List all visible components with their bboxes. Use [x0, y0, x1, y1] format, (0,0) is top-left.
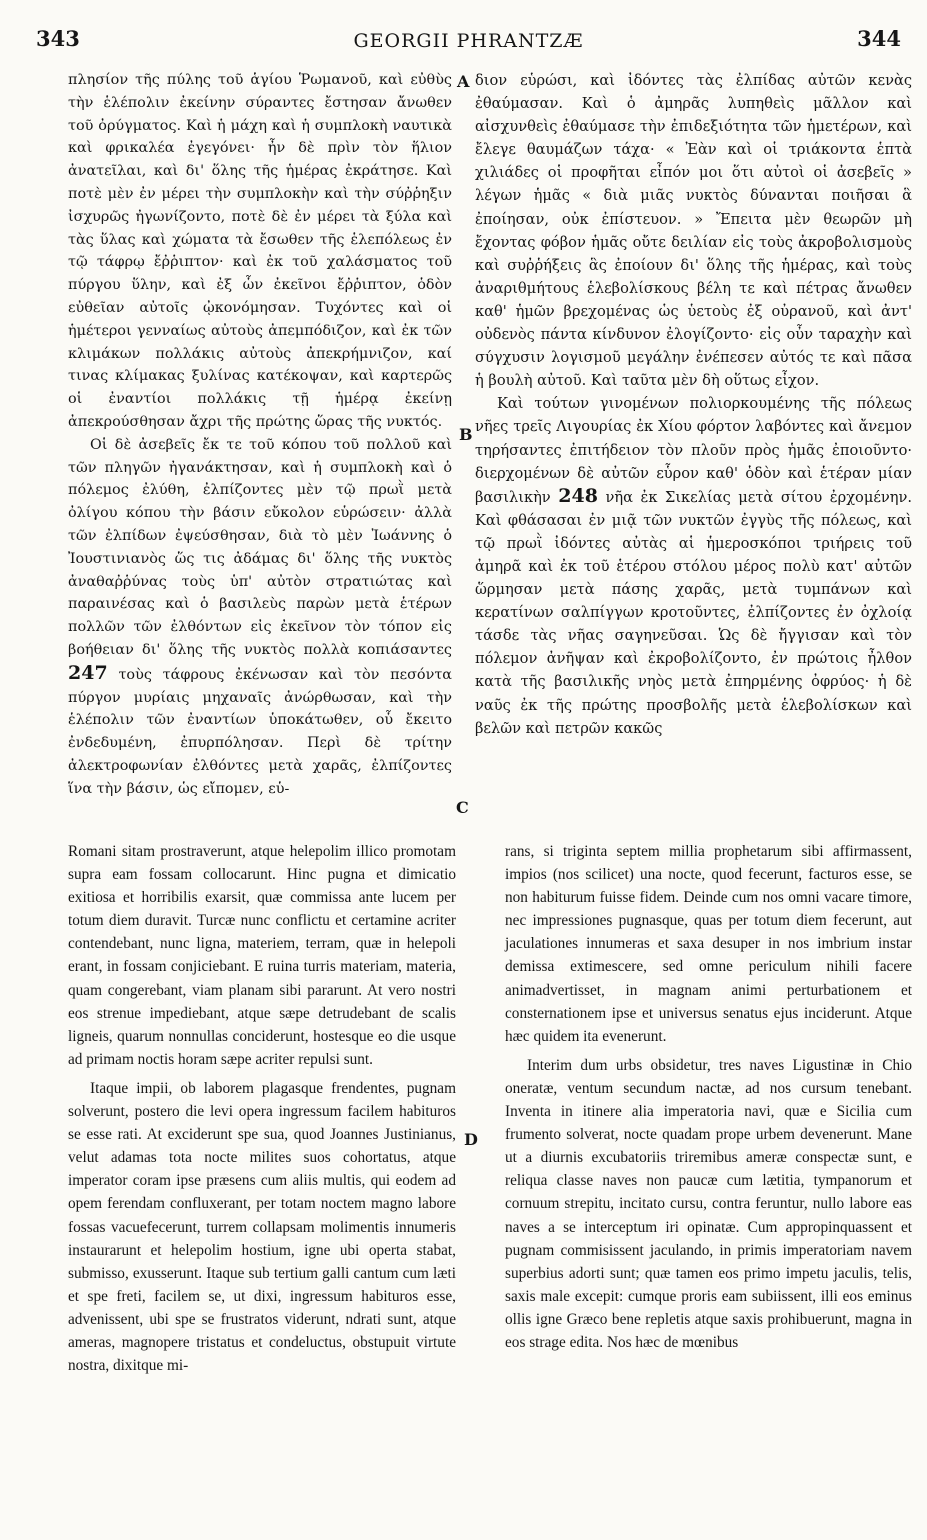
latin-right-paragraph-2: Interim dum urbs obsidetur, tres naves Ligustinæ in Chio oneratæ, ventum secundum nactæ, ad nos cursum tenebant. Inventa in itinere alia imperatoria navi, quæ e Sicilia cum frumento solverat, nocte quadam prope urbem devenerunt. Mane ut a diurnis excubatoriis triremibus ameræ conspectæ sunt, e reliqua classe naves non paucæ cum lætitia, tympanorum et cornuum strepitu, incitato cursu, contra feruntur, nullo labore eas naves a se interceptum iri opinatæ. Cum appropinquassent et pugnam commisissent jaculando, in primis imperatoriam navem superbius adorti sunt; quæ tamen eos primo impetu jaculis, telis, saxis male excepit: cumque proris eam subiissent, illi eos eminus ollis igne Græco bene repletis atque saxis prohibuerunt, magna in eos strage edita. Nos hæc de mœnibus: [505, 1056, 912, 1351]
latin-right-paragraph-1: rans, si triginta septem millia prophetarum sibi affirmassent, impios (nos scilicet) una nocte, quod fecerunt, facturos esse, se non habiturum fuisse fidem. Deinde cum nos omni vacare timore, nec impressiones pugnasque, quas per totum diem fecerunt, aut jaculationes innumeras et saxa desuper in nos imbrium instar demissa extimescere, sed omne periculum nihili facere animadvertisset, in magnam animi perturbationem et consternationem ipse et universus senatus ejus inciderunt. Atque hæc quidem ita evenerunt.: [505, 843, 912, 1045]
page-number-right: 344: [857, 26, 901, 51]
latin-left-paragraph-2: Itaque impii, ob laborem plagasque frendentes, pugnam solverunt, postero die levi opera ingressum facilem habituros se esse rati. At exciderunt spe sua, quod Joannes Justinianus, velut adamas tota nocte milites suos cohortatus, atque imperator coram ipse præsens cum aliis multis, qui eodem ad opem ferendam confluxerant, per totam noctem magno labore fossas vacuefecerunt, turrem collapsam molimentis innumeris instaurarunt et helepolim hostium, igne ubi operta stabat, submisso, exusserunt. Itaque sub tertium galli cantum cum læti et spe freti, facilem se, ut dixi, ingressum habituros esse, advenissent, ubi spe se frustratos viderunt, ndrati sunt, atque ameras, magnopere tristatus et condeluctus, obstupuit virtute nostra, dixitque mi-: [68, 1079, 456, 1375]
latin-left-paragraph-1: Romani sitam prostraverunt, atque helepolim illico promotam supra eam fossam collocarunt. Hinc pugna et dimicatio exitiosa et horribilis exarsit, quæ commissa ante lucem per totum diem duravit. Turcæ nunc conflictu et certamine acriter contendebant, nunc ligna, materiem, terram, quæ in helepoli erant, in fossam conjiciebant. E ruina turris materiam, materia, quam congerebant, viam planam sibi pararunt. At vero nostri eos strenue impediebant, atque sæpe detrudebant de scalis ligneis, quarum nonnullas conciderunt, hostesque eo die usque ad primam noctis horam sæpe acriter repulsi sunt.: [68, 843, 456, 1068]
greek-right-paragraph-1: διον εὑρώσι, καὶ ἰδόντες τὰς ἐλπίδας αὐτῶν κενὰς ἐθαύμασαν. Καὶ ὁ ἀμηρᾶς λυπηθεὶς μᾶλλον καὶ αἰσχυνθεὶς ἐθαύμασε τὴν ἐπιδεξιότητα τῶν ἡμετέρων, καὶ ἔλεγε θαυμάζων τάχα· « Ἐὰν καὶ οἱ τριάκοντα ἑπτὰ χιλιάδες οἱ προφῆται εἶπόν μοι ὅτι αὐτοὶ οἱ ἀσεβεῖς » λέγων ἡμᾶς « διὰ μιᾶς νυκτὸς δύνανται ποιῆσαι ἃ ἐποίησαν, οὐκ ἐπίστευον. » Ἔπειτα μὲν θεωρῶν μὴ ἔχοντας φόβον ἡμᾶς οὔτε δειλίαν εἰς τοὺς ἀκροβολισμοὺς καὶ συῤῥήξεις ἃς ἐποίουν δι' ὅλης τῆς ἡμέρας, καὶ τοὺς ἀναριθμήτους ἑλεβολίσκους βέλη τε καὶ πέτρας ἄνωθεν καθ' ἡμῶν βρεχομένας ὡς ὑετοὺς ἐξ οὐρανοῦ, καὶ ἀντ' οὐδενὸς πάντα κίνδυνον ἐλογίζοντο· εἰς οὖν ταραχὴν καὶ σύγχυσιν λογισμοῦ μεγάλην ἐνέπεσεν αὐτός τε καὶ πᾶσα ἡ βουλὴ αὐτοῦ. Καὶ ταῦτα μὲν δὴ οὕτως εἶχον.: [475, 72, 912, 390]
margin-number-248: 248: [558, 484, 598, 507]
greek-left-paragraph-1: πλησίον τῆς πύλης τοῦ ἁγίου Ῥωμανοῦ, καὶ εὐθὺς τὴν ἑλέπολιν ἐκείνην σύραντες ἔστησαν ἄνωθεν τοῦ ὀρύγματος. Καὶ ἡ μάχη καὶ ἡ συμπλοκὴ ναυτικὰ καὶ φρικαλέα ἐγεγόνει· ἦν δὲ πρὶν τὸν ἥλιον ἀνατεῖλαι, καὶ δι' ὅλης τῆς ἡμέρας ἐκράτησε. Καὶ ποτὲ μὲν ἐν μέρει τὴν συμπλοκὴν καὶ τὴν σύῤῥηξιν ἰσχυρῶς ἠγωνίζοντο, ποτὲ δὲ ἐν μέρει τὰ ξύλα καὶ τὰς ὕλας καὶ χώματα τὰ ἔσωθεν τῆς ἑλεπόλεως ἐν τῷ τάφρῳ ἔῤῥιπτον· καὶ ἐκ τοῦ χαλάσματος τοῦ πύργου ὕλην, καὶ ἐξ ὧν ἐκεῖνοι ἔῤῥιπτον, ὁδὸν εὐθεῖαν αὐτοῖς ᾠκονόμησαν. Τυχόντες καὶ οἱ ἡμέτεροι γενναίως αὐτοὺς ἀπεμπόδιζον, καὶ ἐκ τῶν κλιμάκων πολλάκις αὐτοὺς ἀπεκρήμνιζον, καί τινας κλίμακας ξυλίνας κατέκοψαν, καὶ καρτερῶς οἱ ἐναντίοι πολλάκις τῇ ἡμέρᾳ ἐκείνῃ ἀπεκρούσθησαν ἄχρι τῆς πρώτης ὥρας τῆς νυκτός.: [68, 72, 452, 430]
section-marker-a: A: [457, 72, 470, 91]
greek-right-paragraph-2-start: Καὶ τούτων γινομένων πολιορκουμένης τῆς πόλεως νῆες τρεῖς Λιγουρίας ἐκ Χίου φόρτον λαβόντες καὶ ἄνεμον τηρήσαντες ἐπιτήδειον τὸν πλοῦν πρὸς ἡμᾶς ἐποιοῦντο· διερχομένων δὲ αὐτῶν εὗρον καθ' ὁδὸν καὶ ἑτέραν μίαν βασιλικὴν: [475, 395, 912, 506]
greek-column-left: [68, 69, 452, 801]
latin-column-left: [68, 840, 456, 1377]
section-marker-d: D: [464, 1130, 478, 1149]
greek-right-paragraph-2: [475, 392, 912, 739]
running-title: GEORGII PHRANTZÆ: [353, 30, 584, 52]
margin-number-247: 247: [68, 661, 108, 684]
running-header: [36, 26, 901, 66]
greek-column-right: [475, 69, 912, 740]
section-marker-c: C: [456, 798, 469, 817]
latin-column-right: [505, 840, 912, 1354]
greek-right-paragraph-2-end: νῆα ἐκ Σικελίας μετὰ σίτου ἐρχομένην. Καὶ φθάσασαι ἐν μιᾷ τῶν νυκτῶν ἐγγὺς τῆς πόλεως, καὶ τῷ πρωῒ ἰδόντες αὐτὰς αἱ ἡμεροσκόποι τριήρεις τοῦ ἀμηρᾶ καὶ ἐκ τοῦ ἑτέρου στόλου μέρος πολὺ κατ' αὐτῶν ὥρμησαν μετὰ πάσης χαρᾶς, μετὰ τυμπάνων καὶ κερατίνων σαλπίγγων κροτοῦντες, ἐλπίζοντες ἐν ὀχλοίᾳ τάσδε τὰς νῆας σαγηνεῦσαι. Ὡς δὲ ἤγγισαν καὶ τὸν πόλεμον ἀνῆψαν καὶ ἐκροβολίζοντο, ἐν πρώτοις ἦλθον κατὰ τῆς βασιλικῆς νηὸς μετὰ ἐπηρμένης ὀφρύος· ἡ δὲ ναῦς ἐκ τῆς πρώτης προσβολῆς μετὰ ἑλεβολίσκων καὶ βελῶν καὶ πετρῶν κακῶς: [475, 488, 912, 737]
section-marker-b: B: [459, 425, 473, 444]
page-number-left: 343: [36, 26, 80, 51]
greek-left-paragraph-2: [68, 434, 452, 801]
greek-left-paragraph-2-end: τοὺς τάφρους ἐκένωσαν καὶ τὸν πεσόντα πύργον μυρίαις μηχαναῖς ἀνώρθωσαν, καὶ τὴν ἑλέπολιν τῶν ἐναντίων ὑποκάτωθεν, οὗ ἔκειτο ἐνδεδυμένη, ἐπυρπόλησαν. Περὶ δὲ τρίτην ἀλεκτροφωνίαν ἐλθόντες μετὰ χαρᾶς, ἐλπίζοντες ἵνα τὴν βάσιν, ὡς εἴπομεν, εὑ-: [68, 666, 453, 797]
greek-left-paragraph-2-start: Οἱ δὲ ἀσεβεῖς ἔκ τε τοῦ κόπου τοῦ πολλοῦ καὶ τῶν πληγῶν ἠγανάκτησαν, καὶ ἡ συμπλοκὴ καὶ ὁ πόλεμος ἐλύθη, ἐλπίζοντες μὲν τῷ πρωῒ μετὰ ὀλίγου κόπου τὴν βάσιν εὔκολον εὑρώσειν· ἀλλὰ τῶν ἐλπίδων ἐψεύσθησαν, διὰ τὸ μὲν Ἰωάννης ὁ Ἰουστινιανὸς ὥς τις ἀδάμας δι' ὅλης τῆς νυκτὸς ἀναθαῤῥύνας τοὺς ὑπ' αὐτὸν στρατιώτας καὶ παραινέσας καὶ ὁ βασιλεὺς παρὼν μετὰ ἑτέρων πολλῶν τῶν ἐλθόντων εἰς ἐκεῖνον τὸν τόπον εἰς βοήθειαν δι' ὅλης τῆς νυκτὸς πολλὰ κοπιάσαντες: [68, 436, 452, 658]
